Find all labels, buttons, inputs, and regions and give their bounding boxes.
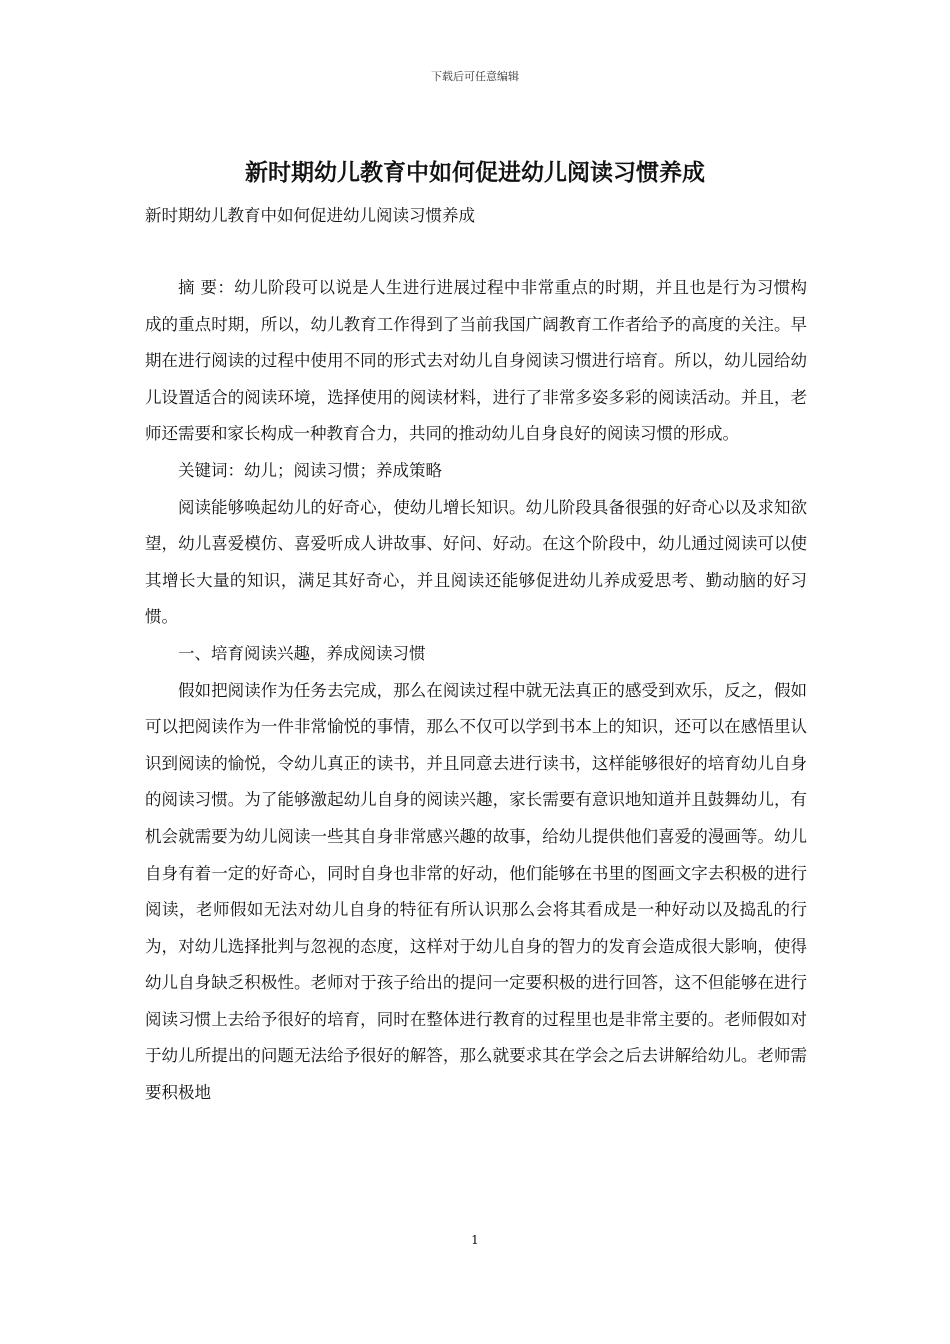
section-heading: 一、培育阅读兴趣，养成阅读习惯 — [178, 643, 426, 663]
page-header-note: 下载后可任意编辑 — [431, 70, 519, 83]
page-number: 1 — [471, 1233, 479, 1247]
keywords-paragraph: 关键词：幼儿；阅读习惯；养成策略 — [178, 460, 442, 480]
document-body — [145, 270, 807, 1112]
document-subtitle: 新时期幼儿教育中如何促进幼儿阅读习惯养成 — [145, 206, 475, 225]
document-title: 新时期幼儿教育中如何促进幼儿阅读习惯养成 — [245, 159, 705, 186]
section-paragraph: 假如把阅读作为任务去完成，那么在阅读过程中就无法真正的感受到欢乐，反之，假如可以把阅读作为一件非常愉悦的事情，那么不仅可以学到书本上的知识，还可以在感悟里认识到阅读的愉悦，令幼儿真正的读书，并且同意去进行读书，这样能够很好的培育幼儿自身的阅读习惯。为了能够激起幼儿自身的阅读兴趣，家长需要有意识地知道并且鼓舞幼儿，有机会就需要为幼儿阅读一些其自身非常感兴趣的故事，给幼儿提供他们喜爱的漫画等。幼儿自身有着一定的好奇心，同时自身也非常的好动，他们能够在书里的图画文字去积极的进行阅读，老师假如无法对幼儿自身的特征有所认识那么会将其看成是一种好动以及捣乱的行为，对幼儿选择批判与忽视的态度，这样对于幼儿自身的智力的发育会造成很大影响，使得幼儿自身缺乏积极性。老师对于孩子给出的提问一定要积极的进行回答，这不但能够在进行阅读习惯上去给予很好的培育，同时在整体进行教育的过程里也是非常主要的。老师假如对于幼儿所提出的问题无法给予很好的解答，那么就要求其在学会之后去讲解给幼儿。老师需要积极地 — [145, 680, 807, 1103]
abstract-paragraph: 摘 要：幼儿阶段可以说是人生进行进展过程中非常重点的时期，并且也是行为习惯构成的重点时期，所以，幼儿教育工作得到了当前我国广阔教育工作者给予的高度的关注。早期在进行阅读的过程中使用不同的形式去对幼儿自身阅读习惯进行培育。所以，幼儿园给幼儿设置适合的阅读环境，选择使用的阅读材料，进行了非常多姿多彩的阅读活动。并且，老师还需要和家长构成一种教育合力，共同的推动幼儿自身良好的阅读习惯的形成。 — [145, 278, 807, 444]
intro-paragraph: 阅读能够唤起幼儿的好奇心，使幼儿增长知识。幼儿阶段具备很强的好奇心以及求知欲望，幼儿喜爱模仿、喜爱听成人讲故事、好问、好动。在这个阶段中，幼儿通过阅读可以使其增长大量的知识，满足其好奇心，并且阅读还能够促进幼儿养成爱思考、勤动脑的好习惯。 — [145, 497, 807, 627]
